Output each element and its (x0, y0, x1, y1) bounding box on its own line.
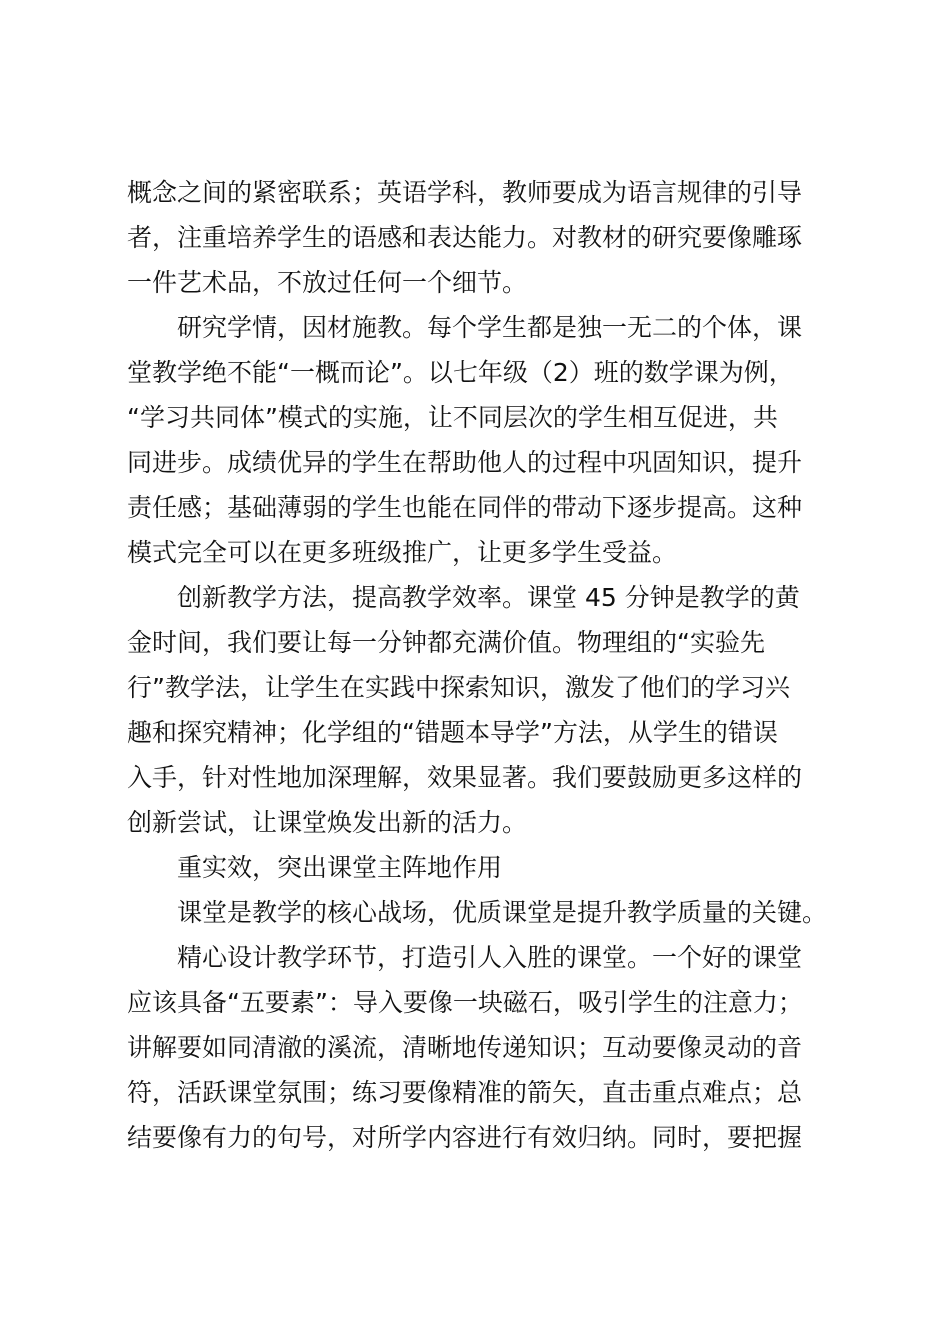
paragraph-first-line: 课堂是教学的核心战场，优质课堂是提升教学质量的关键。 (177, 898, 828, 927)
text-line: 创新尝试，让课堂焕发出新的活力。 (127, 808, 528, 837)
text-line: 结要像有力的句号，对所学内容进行有效归纳。同时，要把握 (127, 1123, 803, 1152)
text-line: 趣和探究精神；化学组的“错题本导学”方法，从学生的错误 (127, 718, 778, 747)
text-line: 符，活跃课堂氛围；练习要像精准的箭矢，直击重点难点；总 (127, 1078, 803, 1107)
text-line: 应该具备“五要素”：导入要像一块磁石，吸引学生的注意力； (127, 988, 803, 1017)
text-line: 入手，针对性地加深理解，效果显著。我们要鼓励更多这样的 (127, 763, 803, 792)
text-line: 责任感；基础薄弱的学生也能在同伴的带动下逐步提高。这种 (127, 493, 803, 522)
text-line: 者，注重培养学生的语感和表达能力。对教材的研究要像雕琢 (127, 223, 803, 252)
text-line: 金时间，我们要让每一分钟都充满价值。物理组的“实验先 (127, 628, 765, 657)
section-heading: 重实效，突出课堂主阵地作用 (177, 853, 503, 882)
text-line: 模式完全可以在更多班级推广，让更多学生受益。 (127, 538, 678, 567)
paragraph-first-line: 精心设计教学环节，打造引人入胜的课堂。一个好的课堂 (177, 943, 803, 972)
text-line: 讲解要如同清澈的溪流，清晰地传递知识；互动要像灵动的音 (127, 1033, 803, 1062)
text-line: 一件艺术品，不放过任何一个细节。 (127, 268, 528, 297)
text-line: “学习共同体”模式的实施，让不同层次的学生相互促进，共 (127, 403, 778, 432)
paragraph-first-line: 创新教学方法，提高教学效率。课堂 45 分钟是教学的黄 (177, 583, 800, 612)
text-line: 行”教学法，让学生在实践中探索知识，激发了他们的学习兴 (127, 673, 790, 702)
text-line: 同进步。成绩优异的学生在帮助他人的过程中巩固知识，提升 (127, 448, 803, 477)
text-line: 堂教学绝不能“一概而论”。以七年级（2）班的数学课为例， (127, 358, 794, 387)
paragraph-first-line: 研究学情，因材施教。每个学生都是独一无二的个体，课 (177, 313, 803, 342)
text-line: 概念之间的紧密联系；英语学科，教师要成为语言规律的引导 (127, 178, 803, 207)
